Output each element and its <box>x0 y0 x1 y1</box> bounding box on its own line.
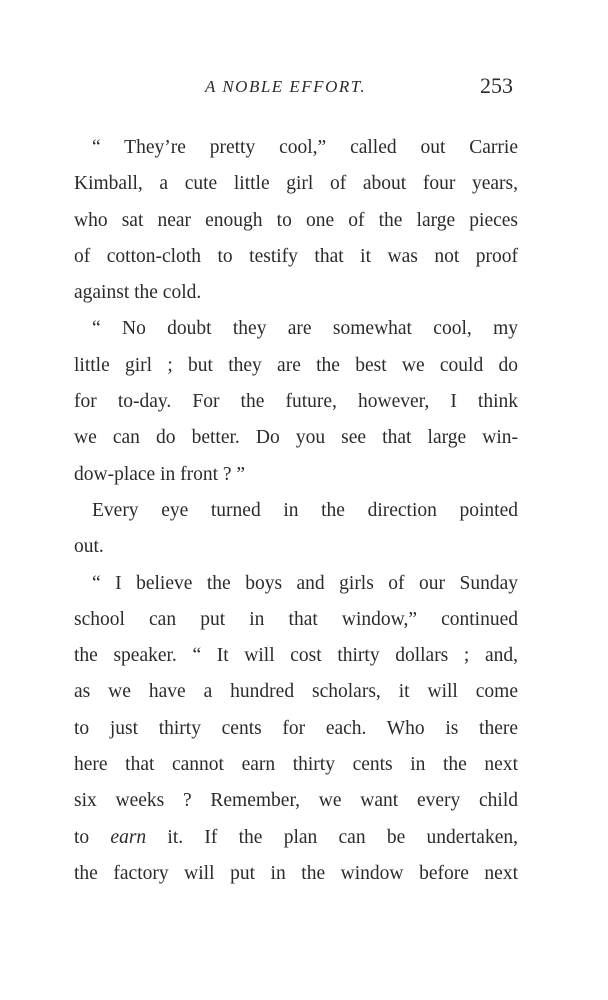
text-line: “ No doubt they are somewhat cool, my <box>92 318 518 340</box>
text-line: the speaker. “ It will cost thirty dollars ; and, <box>74 645 518 667</box>
text-line: the factory will put in the window before next <box>74 862 518 884</box>
text-line: we can do better. Do you see that large win- <box>74 427 518 449</box>
text-line: who sat near enough to one of the large pieces <box>74 209 518 231</box>
text-line: “ I believe the boys and girls of our Sunday <box>92 572 518 594</box>
text-line: of cotton-cloth to testify that it was not proof <box>74 245 518 267</box>
text-line: here that cannot earn thirty cents in the next <box>74 754 518 776</box>
text-line: out. <box>74 536 104 558</box>
text-line: dow-place in front ? ” <box>74 463 246 485</box>
text-line: school can put in that window,” continued <box>74 608 518 630</box>
text-line: “ They’re pretty cool,” called out Carrie <box>92 137 518 158</box>
text-line: little girl ; but they are the best we could do <box>74 354 518 376</box>
page-number: 253 <box>480 73 513 98</box>
emphasis-word: earn <box>110 826 147 848</box>
running-title: A NOBLE EFFORT. <box>205 77 367 96</box>
text-line: to just thirty cents for each. Who is there <box>74 717 518 739</box>
text-line: to earn it. If the plan can be undertaken, <box>74 826 518 848</box>
body-text <box>74 130 518 892</box>
text-line: six weeks ? Remember, we want every child <box>74 790 518 812</box>
text-line: Kimball, a cute little girl of about four years, <box>74 173 518 195</box>
running-head <box>0 73 608 105</box>
text-line: Every eye turned in the direction pointed <box>92 499 518 521</box>
text-line: as we have a hundred scholars, it will come <box>74 681 518 703</box>
text-line: for to-day. For the future, however, I think <box>74 391 518 413</box>
text-line: against the cold. <box>74 282 202 304</box>
